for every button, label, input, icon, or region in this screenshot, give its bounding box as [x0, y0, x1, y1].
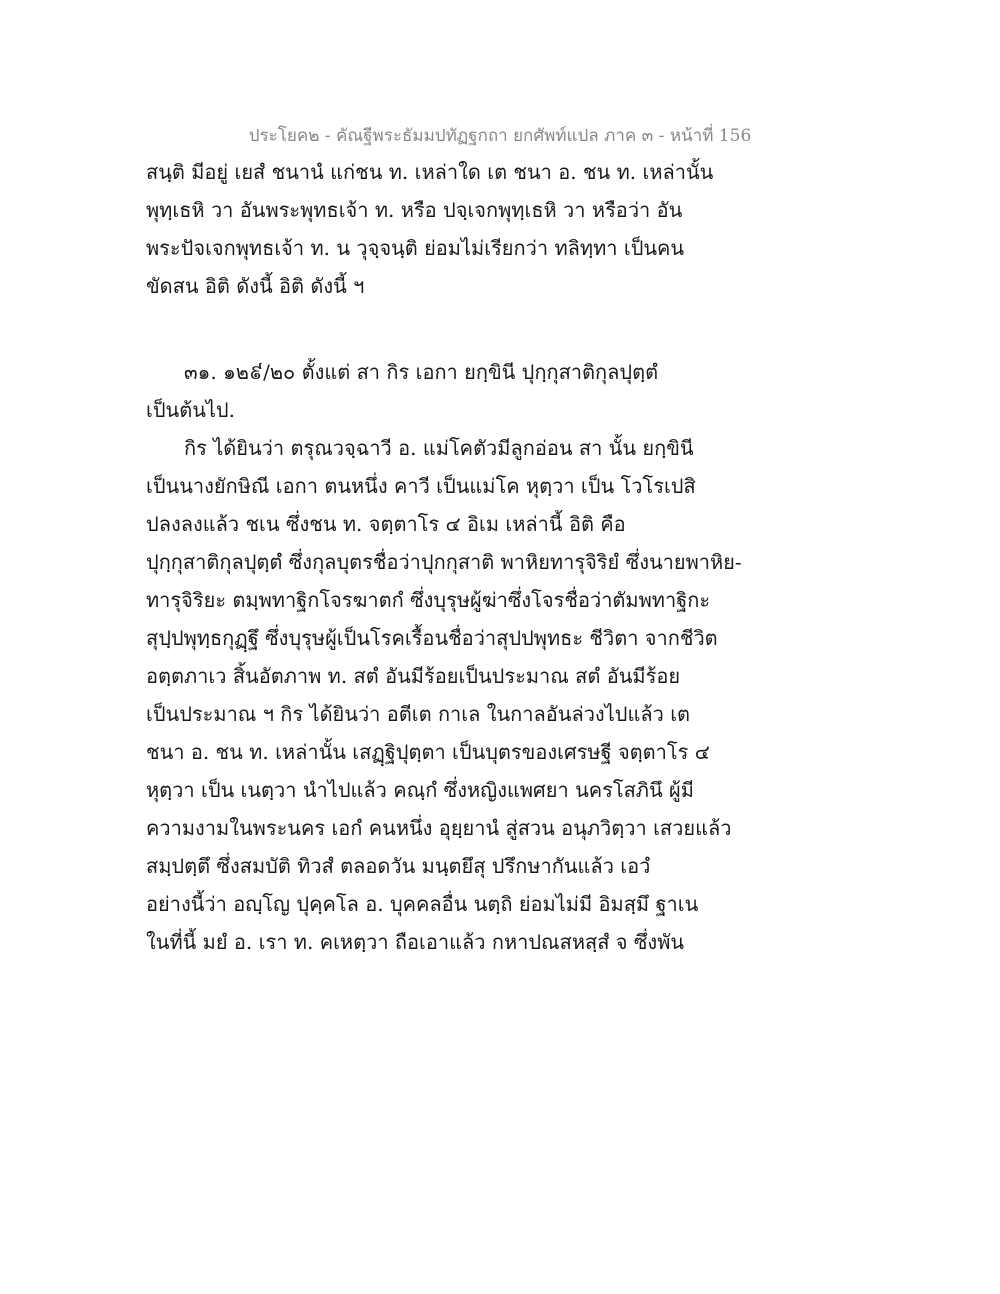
text-line: ความงามในพระนคร เอกํ คนหนึ่ง อุยฺยานํ สู่สวน อนุภวิตฺวา เสวยแล้ว [146, 816, 732, 840]
text-line: ปุกฺกุสาติกุลปุตฺตํ ซึ่งกุลบุตรชื่อว่าปุกกุสาติ พาหิยทารุจิริยํ ซึ่งนายพาหิย- [146, 550, 742, 574]
text-line: สมฺปตฺตึ ซึ่งสมบัติ ทิวสํ ตลอดวัน มนฺตยึสุ ปรึกษากันแล้ว เอวํ [146, 854, 651, 878]
text-line: อย่างนี้ว่า อญฺโญ ปุคฺคโล อ. บุคคลอื่น นตฺถิ ย่อมไม่มี อิมสฺมึ ฐาเน [146, 892, 699, 916]
text-line: พุทฺเธหิ วา อันพระพุทธเจ้า ท. หรือ ปจฺเจกพุทฺเธหิ วา หรือว่า อัน [146, 198, 683, 222]
running-header: ประโยค๒ - คัณฐีพระธัมมปทัฏฐกถา ยกศัพท์แปล ภาค ๓ - หน้าที่ 156 [248, 126, 752, 146]
text-line: ขัดสน อิติ ดังนี้ อิติ ดังนี้ ฯ [146, 274, 365, 298]
paragraph-3 [146, 429, 866, 961]
text-line: ในที่นี้ มยํ อ. เรา ท. คเหตฺวา ถือเอาแล้ว กหาปณสหสฺสํ จ ซึ่งพัน [146, 930, 685, 954]
text-line: ปลงลงแล้ว ชเน ซึ่งชน ท. จตฺตาโร ๔ อิเม เหล่านี้ อิติ คือ [146, 512, 626, 536]
paragraph-2-section-heading [146, 353, 866, 429]
text-line: อตฺตภาเว สิ้นอัตภาพ ท. สตํ อันมีร้อยเป็นประมาณ สตํ อันมีร้อย [146, 664, 681, 688]
text-line: สนฺติ มีอยู่ เยสํ ชนานํ แก่ชน ท. เหล่าใด เต ชนา อ. ชน ท. เหล่านั้น [146, 160, 714, 184]
text-line: ชนา อ. ชน ท. เหล่านั้น เสฏฺฐิปุตฺตา เป็นบุตรของเศรษฐี จตฺตาโร ๔ [146, 740, 710, 764]
text-line: สุปฺปพุทฺธกุฏฺฐึ ซึ่งบุรุษผู้เป็นโรคเรื้อนชื่อว่าสุปปพุทธะ ชีวิตา จากชีวิต [146, 626, 718, 650]
text-line: กิร ได้ยินว่า ตรุณวจฺฉาวี อ. แม่โคตัวมีลูกอ่อน สา นั้น ยกฺขินี [184, 436, 694, 460]
text-line: เป็นนางยักษิณี เอกา ตนหนึ่ง คาวี เป็นแม่โค หุตฺวา เป็น โวโรเปสิ [146, 474, 696, 498]
text-line: เป็นประมาณ ฯ กิร ได้ยินว่า อตีเต กาเล ในกาลอันล่วงไปแล้ว เต [146, 702, 691, 726]
section-heading-line: เป็นต้นไป. [146, 398, 235, 422]
text-line: หุตฺวา เป็น เนตฺวา นำไปแล้ว คณฺกํ ซึ่งหญิงแพศยา นครโสภินึ ผู้มี [146, 778, 694, 802]
paragraph-1 [146, 153, 866, 305]
section-heading-line: ๓๑. ๑๒៩/๒๐ ตั้งแต่ สา กิร เอกา ยกฺขินี ปุกฺกุสาติกุลปุตฺตํ [184, 360, 659, 384]
text-line: พระปัจเจกพุทธเจ้า ท. น วุจฺจนฺติ ย่อมไม่เรียกว่า ทลิทฺทา เป็นคน [146, 236, 685, 260]
text-line: ทารุจิริยะ ตมฺพทาฐิกโจรฆาตกํ ซึ่งบุรุษผู้ฆ่าซึ่งโจรชื่อว่าตัมพทาฐิกะ [146, 588, 711, 612]
